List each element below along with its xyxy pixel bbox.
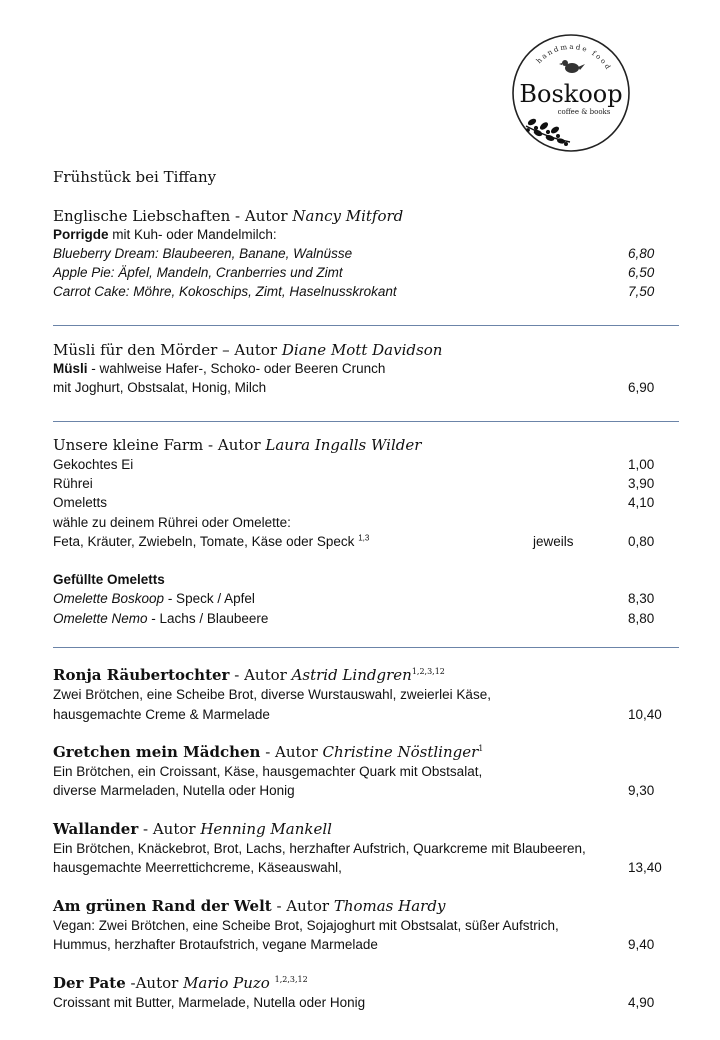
menu-item-price: 3,90 <box>628 476 655 491</box>
menu-item-price: 10,40 <box>628 707 662 722</box>
description-line: diverse Marmeladen, Nutella oder Honig <box>53 783 295 798</box>
section-title: Englische Liebschaften - Autor <box>53 207 293 225</box>
section-title: Müsli für den Mörder – Autor <box>53 341 282 359</box>
menu-item-price: 8,30 <box>628 591 655 606</box>
section-author: Nancy Mitford <box>292 207 404 225</box>
section-mid: - Autor <box>229 666 292 684</box>
muesli-subtitle <box>53 361 385 376</box>
description-line: Zwei Brötchen, eine Scheibe Brot, diverse Wurstauswahl, zweierlei Käse, <box>53 687 491 702</box>
section-title: Ronja Räubertochter <box>53 666 230 684</box>
section-author: Laura Ingalls Wilder <box>265 436 422 454</box>
menu-item-price: 0,80 <box>628 534 655 549</box>
description-line: Vegan: Zwei Brötchen, eine Scheibe Brot, Sojajoghurt mit Obstsalat, süßer Aufstrich, <box>53 918 559 933</box>
menu-item-price: 1,00 <box>628 457 655 472</box>
section-mid: - Autor <box>260 743 323 761</box>
menu-item-name: Omeletts <box>53 495 108 510</box>
section-muesli-heading <box>53 341 442 359</box>
section-pate-heading <box>53 974 308 992</box>
section-mid: -Autor <box>125 974 184 992</box>
section-title: Wallander <box>53 820 139 838</box>
description-line: Hummus, herzhafter Brotaufstrich, vegane Marmelade <box>53 937 378 952</box>
menu-item-name: Gekochtes Ei <box>53 457 134 472</box>
description-line: Croissant mit Butter, Marmelade, Nutella oder Honig <box>53 995 366 1010</box>
section-farm-heading <box>53 436 421 454</box>
menu-item-price: 6,90 <box>628 380 655 395</box>
branch-icon <box>526 118 570 145</box>
muesli-line: mit Joghurt, Obstsalat, Honig, Milch <box>53 380 267 395</box>
subtitle-rest: - wahlweise Hafer-, Schoko- oder Beeren Crunch <box>87 361 386 376</box>
logo-tagline: coffee & books <box>557 108 611 116</box>
menu-item-price: 7,50 <box>628 284 655 299</box>
section-ronja-heading <box>53 666 445 684</box>
menu-item-name: Rührei <box>53 476 93 491</box>
allergen-sup: 1,2,3,12 <box>274 975 308 984</box>
description-line: Ein Brötchen, ein Croissant, Käse, hausgemachter Quark mit Obstsalat, <box>53 764 483 779</box>
section-author: Diane Mott Davidson <box>281 341 443 359</box>
section-title: Gretchen mein Mädchen <box>53 743 261 761</box>
subtitle-rest: mit Kuh- oder Mandelmilch: <box>108 227 277 242</box>
divider <box>53 647 679 648</box>
bird-icon <box>559 60 585 73</box>
porridge-subtitle <box>53 227 277 242</box>
section-mid: - Autor <box>271 897 334 915</box>
boskoop-logo <box>508 30 634 156</box>
section-author: Christine Nöstlinger <box>322 743 479 761</box>
description-line: hausgemachte Creme & Marmelade <box>53 707 270 722</box>
choice-text: Feta, Kräuter, Zwiebeln, Tomate, Käse oder Speck <box>53 534 355 549</box>
divider <box>53 325 679 326</box>
menu-item-price: 9,40 <box>628 937 655 952</box>
menu-item-price: 9,30 <box>628 783 655 798</box>
menu-item-name <box>53 611 268 626</box>
filled-heading: Gefüllte Omeletts <box>53 572 165 587</box>
section-title: Unsere kleine Farm - Autor <box>53 436 266 454</box>
section-title: Der Pate <box>53 974 126 992</box>
choice-each: jeweils <box>533 534 574 549</box>
subtitle-bold: Müsli <box>53 361 88 376</box>
divider <box>53 421 679 422</box>
description-line: hausgemachte Meerrettichcreme, Käseauswahl, <box>53 860 342 875</box>
section-author: Astrid Lindgren <box>291 666 412 684</box>
menu-item-name: Carrot Cake: Möhre, Kokoschips, Zimt, Haselnusskrokant <box>53 284 397 299</box>
section-rand-heading <box>53 897 445 915</box>
section-englische-heading <box>53 207 403 225</box>
subtitle-bold: Porrigde <box>53 227 109 242</box>
menu-item-name <box>53 591 255 606</box>
logo-arc-text: handmade food <box>535 42 613 73</box>
page-title: Frühstück bei Tiffany <box>53 168 217 186</box>
choice-options <box>53 534 369 549</box>
item-name-italic: Omelette Boskoop <box>53 591 165 606</box>
logo-name: Boskoop <box>519 80 623 108</box>
section-gretchen-heading <box>53 743 483 761</box>
menu-item-price: 6,80 <box>628 246 655 261</box>
allergen-sup: 1 <box>478 744 484 753</box>
allergen-sup: 1,2,3,12 <box>411 667 445 676</box>
allergen-sup: 1,3 <box>358 533 370 543</box>
section-author: Mario Puzo <box>183 974 270 992</box>
section-wallander-heading <box>53 820 332 838</box>
choice-label: wähle zu deinem Rührei oder Omelette: <box>53 515 291 530</box>
section-mid: - Autor <box>138 820 201 838</box>
item-name-italic: Omelette Nemo <box>53 611 148 626</box>
menu-item-price: 13,40 <box>628 860 662 875</box>
menu-item-name: Apple Pie: Äpfel, Mandeln, Cranberries und Zimt <box>53 265 343 280</box>
section-author: Henning Mankell <box>200 820 332 838</box>
item-name-rest: - Speck / Apfel <box>164 591 255 606</box>
menu-item-price: 4,90 <box>628 995 655 1010</box>
section-title: Am grünen Rand der Welt <box>53 897 272 915</box>
section-author: Thomas Hardy <box>333 897 446 915</box>
menu-item-price: 6,50 <box>628 265 655 280</box>
menu-item-price: 8,80 <box>628 611 655 626</box>
description-line: Ein Brötchen, Knäckebrot, Brot, Lachs, herzhafter Aufstrich, Quarkcreme mit Blaubeeren, <box>53 841 586 856</box>
menu-item-price: 4,10 <box>628 495 655 510</box>
menu-item-name: Blueberry Dream: Blaubeeren, Banane, Walnüsse <box>53 246 353 261</box>
item-name-rest: - Lachs / Blaubeere <box>147 611 269 626</box>
